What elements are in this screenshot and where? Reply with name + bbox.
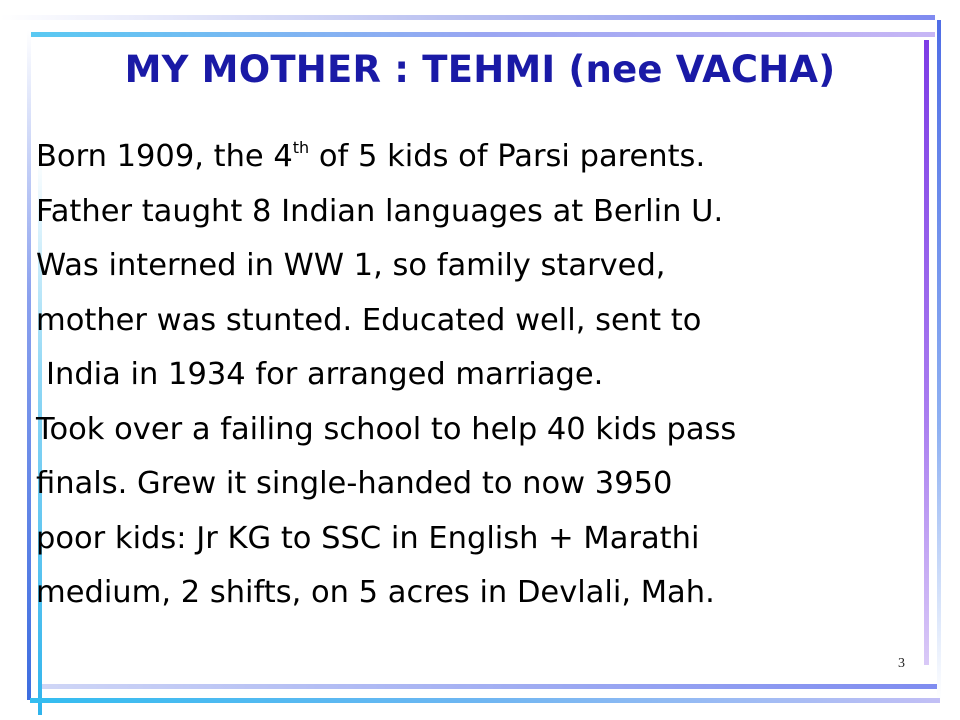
slide-title: MY MOTHER : TEHMI (nee VACHA) [124, 48, 836, 91]
slide-body [36, 130, 921, 621]
top-decorative-bar-inner [30, 32, 935, 37]
bottom-decorative-bar-inner [42, 684, 937, 689]
body-line-2: Father taught 8 Indian languages at Berlin U. [36, 193, 724, 229]
body-line-3: Was interned in WW 1, so family starved, [36, 248, 666, 283]
slide-number: 3 [898, 656, 905, 671]
body-line-1 [36, 130, 921, 185]
body-line-5: India in 1934 for arranged marriage. [46, 357, 604, 392]
body-line-1-start: Born 1909, the 4 [36, 139, 293, 174]
ordinal-superscript: th [292, 137, 310, 157]
left-decorative-bar [27, 30, 31, 700]
right-decorative-bar-inner [924, 40, 929, 665]
body-line-1-end: of 5 kids of Parsi parents. [309, 139, 706, 174]
right-decorative-bar [937, 20, 941, 700]
body-line-6: Took over a failing school to help 40 kids pass [36, 411, 737, 447]
body-line-4: mother was stunted. Educated well, sent to [36, 302, 702, 338]
body-line-7: finals. Grew it single-handed to now 3950 [36, 466, 673, 501]
top-decorative-bar [0, 15, 935, 20]
body-line-8: poor kids: Jr KG to SSC in English + Marathi [36, 520, 700, 556]
body-line-9: medium, 2 shifts, on 5 acres in Devlali, Mah. [36, 575, 715, 610]
bottom-decorative-bar [30, 698, 940, 703]
